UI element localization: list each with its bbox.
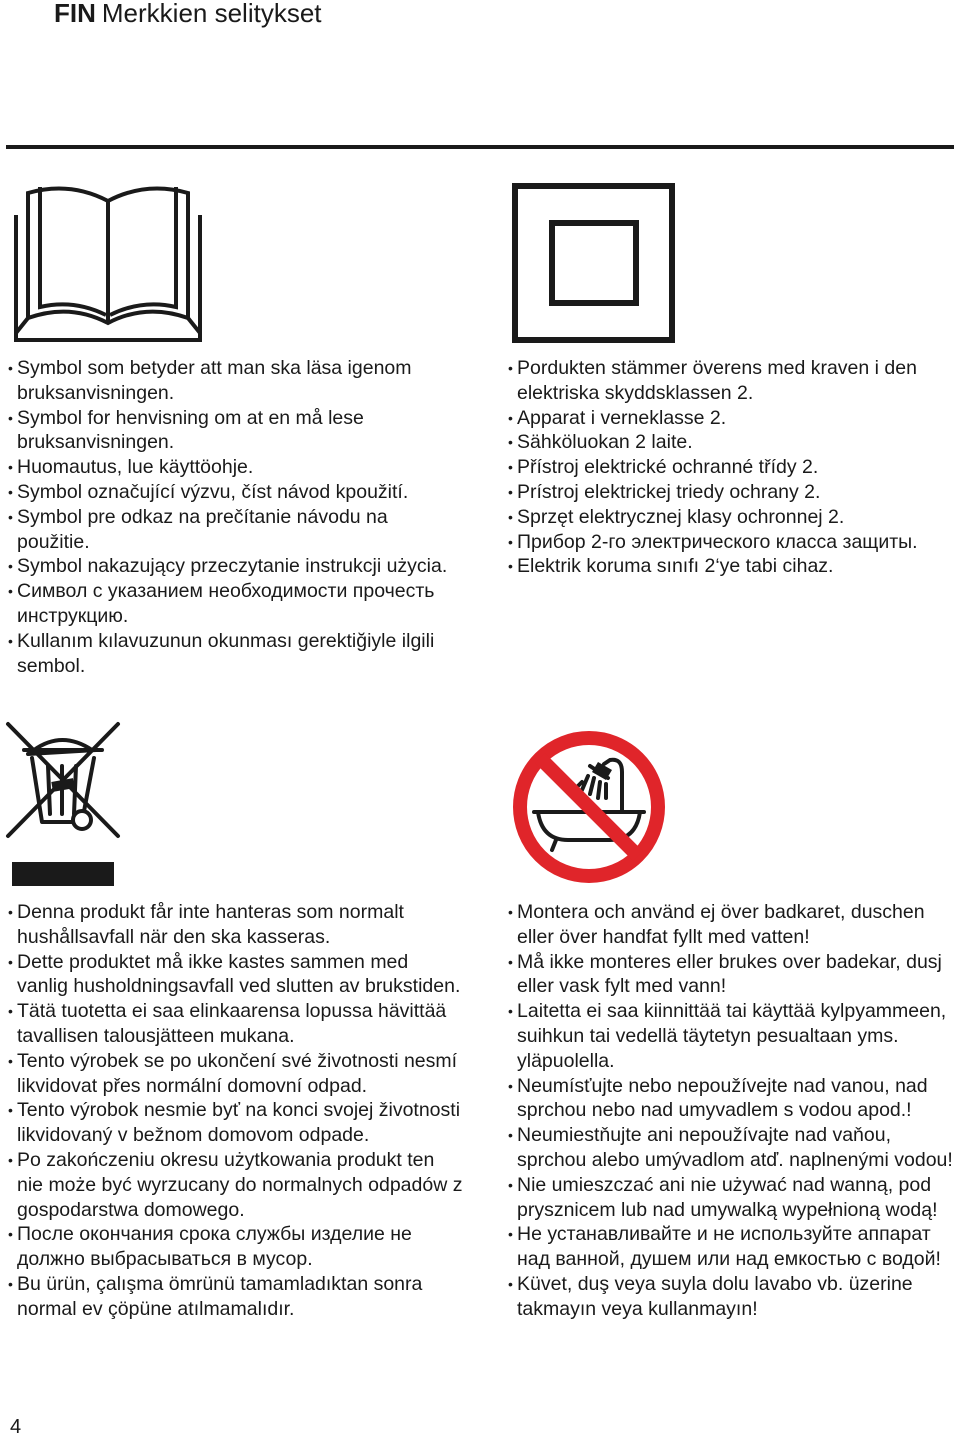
list-item: • Sähköluokan 2 laite. [508,430,953,455]
language-code: FIN [54,0,96,28]
list-item: • После окончания срока службы изделие не должно выбрасываться в мусор. [8,1222,463,1272]
no-bath-list [508,900,956,1322]
protection-class-2-icon [512,183,676,343]
list-item: • Må ikke monteres eller brukes over badekar, dusj eller vask fylt med vann! [508,950,956,1000]
list-item: • Dette produktet må ikke kastes sammen med vanlig husholdningsavfall ved slutten av brukstiden. [8,950,463,1000]
list-item: • Tento výrobek se po ukončení své životnosti nesmí likvidovat přes normální domovní odpad. [8,1049,463,1099]
list-item: • Elektrik koruma sınıfı 2‘ye tabi cihaz. [508,554,953,579]
list-item: • Symbol som betyder att man ska läsa igenom bruksanvisningen. [8,356,463,406]
list-item: • Sprzęt elektrycznej klasy ochronnej 2. [508,505,953,530]
header-divider [6,145,954,149]
list-item: • Symbol pre odkaz na prečítanie návodu na použitie. [8,505,463,555]
protection-class-list [508,356,953,579]
list-item: • Montera och använd ej över badkaret, duschen eller över handfat fyllt med vatten! [508,900,956,950]
list-item: • Прибор 2-го электрического класса защиты. [508,530,953,555]
list-item: • Tätä tuotetta ei saa elinkaarensa lopussa hävittää tavallisen talousjätteen mukana. [8,999,463,1049]
list-item: • Tento výrobok nesmie byť na konci svojej životnosti likvidovaný v bežnom domovom odpade. [8,1098,463,1148]
list-item: • Bu ürün, çalışma ömrünü tamamladıktan sonra normal ev çöpüne atılmamalıdır. [8,1272,463,1322]
disposal-list [8,900,463,1322]
list-item: • Neumísťujte nebo nepoužívejte nad vanou, nad sprchou nebo nad umyvadlem s vodou apod.! [508,1074,956,1124]
list-item: • Kullanım kılavuzunun okunması gerektiğiyle ilgili sembol. [8,629,463,679]
page-number: 4 [10,1416,22,1438]
list-item: • Apparat i verneklasse 2. [508,406,953,431]
list-item: • Prístroj elektrickej triedy ochrany 2. [508,480,953,505]
list-item: • Nie umieszczać ani nie używać nad wanną, pod prysznicem lub nad umywalką wypełnioną wodą! [508,1173,956,1223]
list-item: • Pordukten stämmer överens med kraven i den elektriska skyddsklassen 2. [508,356,953,406]
list-item: • Küvet, duş veya suyla dolu lavabo vb. üzerine takmayın veya kullanmayın! [508,1272,956,1322]
list-item: • Denna produkt får inte hanteras som normalt hushållsavfall när den ska kasseras. [8,900,463,950]
open-book-icon [10,183,206,343]
list-item: • Symbol označující výzvu, číst návod kpoužití. [8,480,463,505]
list-item: • Symbol nakazujący przeczytanie instrukcji użycia. [8,554,463,579]
list-item: • Neumiestňujte ani nepoužívajte nad vaňou, sprchou alebo umývadlom atď. naplnenými vodou! [508,1123,956,1173]
no-bathtub-shower-icon [508,728,670,886]
page-title: Merkkien selitykset [101,0,322,28]
list-item: • Po zakończeniu okresu użytkowania produkt ten nie może być wyrzucany do normalnych odpadów z gospodarstwa domowego. [8,1148,463,1222]
list-item: • Symbol for henvisning om at en må lese bruksanvisningen. [8,406,463,456]
read-manual-list [8,356,463,678]
list-item: • Не устанавливайте и не используйте аппарат над ванной, душем или над емкостью с водой! [508,1222,956,1272]
list-item: • Laitetta ei saa kiinnittää tai käyttää kylpyammeen, suihkun tai vedellä täytetyn pesualtaan yms. yläpuolella. [508,999,956,1073]
crossed-out-wheelie-bin-icon [4,720,122,890]
list-item: • Přístroj elektrické ochranné třídy 2. [508,455,953,480]
list-item: • Huomautus, lue käyttöohje. [8,455,463,480]
page-header [54,0,322,30]
list-item: • Символ с указанием необходимости прочесть инструкцию. [8,579,463,629]
